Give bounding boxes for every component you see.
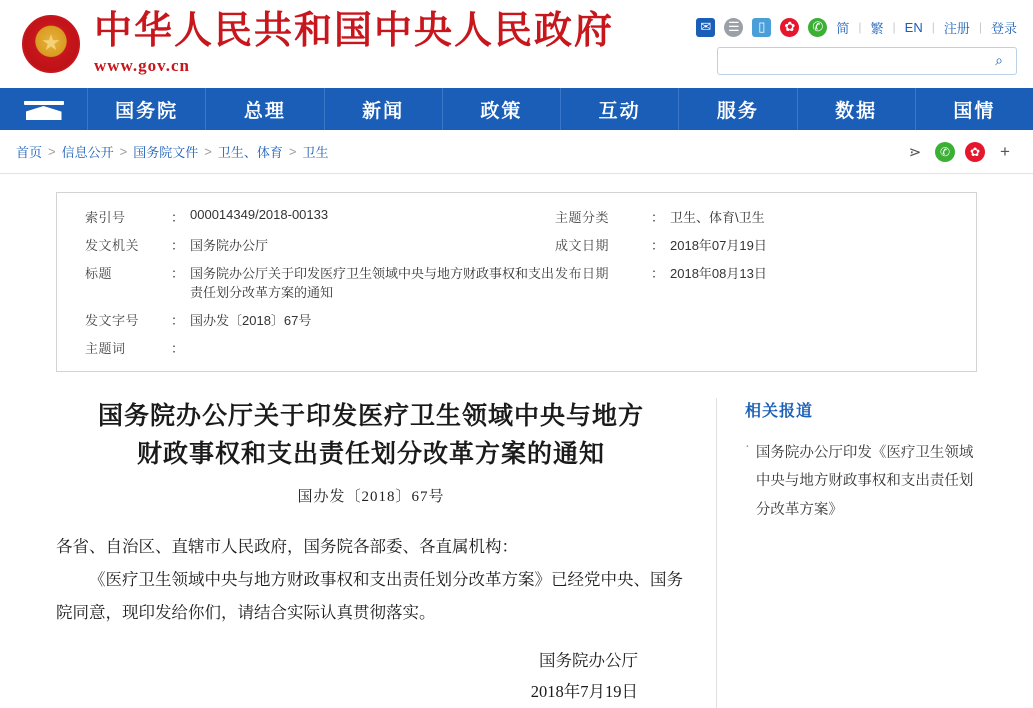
wechat-icon[interactable]: ✆	[808, 18, 827, 37]
doc-number: 国办发〔2018〕67号	[297, 489, 445, 505]
meta-label: 发文字号	[85, 313, 140, 328]
doc-paragraph-2: 《医疗卫生领域中央与地方财政事权和支出责任划分改革方案》已经党中央、国务院同意，现印发给你们，请结合实际认真贯彻落实。	[56, 570, 683, 622]
national-emblem-icon	[22, 15, 80, 73]
signer-date: 2018年7月19日	[530, 682, 638, 702]
search-box[interactable]	[717, 47, 1017, 75]
page-title	[56, 398, 686, 473]
breadcrumb-separator: >	[288, 144, 297, 159]
doc-body	[56, 530, 686, 629]
nav-item-zongli[interactable]: 总理	[206, 88, 324, 130]
meta-colon: ：	[171, 238, 185, 253]
meta-colon: ：	[651, 210, 665, 225]
nav-item-zhengce[interactable]: 政策	[443, 88, 561, 130]
meta-colon: ：	[171, 341, 185, 356]
meta-value: 卫生、体育\卫生	[670, 210, 765, 225]
site-header	[0, 0, 1033, 88]
nav-item-hudong[interactable]: 互动	[561, 88, 679, 130]
breadcrumb-item-current: 卫生	[302, 145, 329, 160]
divider: |	[858, 20, 862, 34]
related-reports-sidebar	[716, 398, 976, 708]
mobile-icon[interactable]: ▯	[752, 18, 771, 37]
meta-label: 发文机关	[85, 238, 140, 253]
doc-title-line-2: 财政事权和支出责任划分改革方案的通知	[136, 440, 605, 468]
breadcrumb-separator: >	[204, 144, 212, 159]
mail-icon[interactable]: ✉	[696, 18, 715, 37]
bullet-icon: ·	[745, 439, 750, 455]
wechat-icon[interactable]: ✆	[935, 142, 955, 162]
meta-value: 国务院办公厅	[190, 238, 269, 253]
meta-value: 000014349/2018-00133	[190, 207, 329, 222]
breadcrumb-item-home[interactable]: 首页	[16, 145, 43, 160]
site-url: www.gov.cn	[94, 55, 190, 75]
breadcrumb-bar	[0, 130, 1033, 174]
meta-column-left	[85, 207, 555, 357]
meta-value: 2018年08月13日	[670, 266, 767, 281]
document-meta-wrap	[0, 174, 1033, 372]
nav-item-guowuyuan[interactable]: 国务院	[88, 88, 206, 130]
nav-item-guoqing[interactable]: 国情	[953, 100, 996, 122]
sidebar-title: 相关报道	[745, 403, 814, 420]
message-icon[interactable]: ☰	[724, 18, 743, 37]
weibo-icon[interactable]: ✿	[965, 142, 985, 162]
meta-column-right	[555, 207, 767, 357]
doc-signature	[56, 645, 686, 708]
nav-item-xinwen[interactable]: 新闻	[325, 88, 443, 130]
lang-simplified-link[interactable]: 简	[836, 20, 850, 36]
meta-row-publish-date	[555, 263, 767, 282]
list-item[interactable]	[745, 439, 976, 524]
meta-label: 主题词	[85, 341, 126, 356]
meta-label: 主题分类	[555, 210, 610, 225]
weibo-icon[interactable]: ✿	[780, 18, 799, 37]
breadcrumb-separator: >	[48, 144, 56, 159]
lang-english-link[interactable]: EN	[904, 19, 923, 35]
meta-colon: ：	[171, 266, 185, 281]
meta-colon: ：	[651, 238, 665, 253]
breadcrumb-item-health-sports[interactable]: 卫生、体育	[217, 145, 283, 160]
meta-label: 成文日期	[555, 238, 610, 253]
meta-colon: ：	[651, 266, 665, 281]
meta-colon: ：	[171, 313, 185, 328]
meta-label: 标题	[85, 266, 113, 281]
meta-row-issuing-agency	[85, 235, 555, 254]
signer-name: 国务院办公厅	[539, 651, 638, 670]
meta-label: 索引号	[85, 210, 126, 225]
plus-icon[interactable]: +	[1000, 141, 1010, 161]
lang-traditional-link[interactable]: 繁	[870, 20, 884, 36]
site-branding	[94, 12, 614, 76]
nav-item-fuwu[interactable]: 服务	[679, 88, 797, 130]
header-utilities	[696, 14, 1017, 75]
meta-value: 国务院办公厅关于印发医疗卫生领域中央与地方财政事权和支出责任划分改革方案的通知	[190, 266, 555, 300]
meta-label: 发布日期	[555, 266, 610, 281]
meta-row-title	[85, 263, 555, 301]
meta-row-keywords	[85, 338, 555, 357]
meta-row-document-number	[85, 310, 555, 329]
meta-colon: ：	[171, 210, 185, 225]
document-article	[56, 398, 716, 708]
share-icon[interactable]: ⋗	[908, 143, 922, 161]
nav-item-shuju[interactable]: 数据	[798, 88, 916, 130]
divider: |	[892, 20, 896, 34]
register-link[interactable]: 注册	[943, 20, 970, 36]
related-report-link[interactable]: 国务院办公厅印发《医疗卫生领域中央与地方财政事权和支出责任划分改革方案》	[755, 445, 974, 518]
meta-value: 国办发〔2018〕67号	[190, 313, 312, 328]
related-list	[745, 439, 976, 524]
meta-row-index-number	[85, 207, 555, 226]
main-navigation	[0, 88, 1033, 130]
breadcrumb-item-state-council-docs[interactable]: 国务院文件	[133, 145, 199, 160]
search-icon[interactable]: ⌕	[990, 52, 1008, 70]
meta-value: 2018年07月19日	[670, 238, 767, 253]
divider: |	[978, 20, 982, 34]
login-link[interactable]: 登录	[990, 20, 1017, 36]
breadcrumb-item-info-disclosure[interactable]: 信息公开	[61, 145, 114, 160]
tiananmen-home-icon[interactable]	[0, 88, 88, 130]
doc-title-line-1: 国务院办公厅关于印发医疗卫生领域中央与地方	[97, 403, 644, 430]
share-toolbar	[905, 142, 1015, 162]
meta-row-written-date	[555, 235, 767, 254]
doc-paragraph-1: 各省、自治区、直辖市人民政府，国务院各部委、各直属机构：	[56, 537, 518, 556]
breadcrumb-separator: >	[119, 144, 128, 159]
search-input[interactable]	[726, 53, 990, 69]
site-title: 中华人民共和国中央人民政府	[94, 10, 615, 53]
breadcrumb	[16, 142, 328, 161]
divider: |	[931, 20, 935, 34]
meta-row-subject-category	[555, 207, 767, 226]
document-meta-box	[56, 192, 977, 372]
content-area	[0, 372, 1033, 708]
utility-row	[696, 18, 1017, 37]
